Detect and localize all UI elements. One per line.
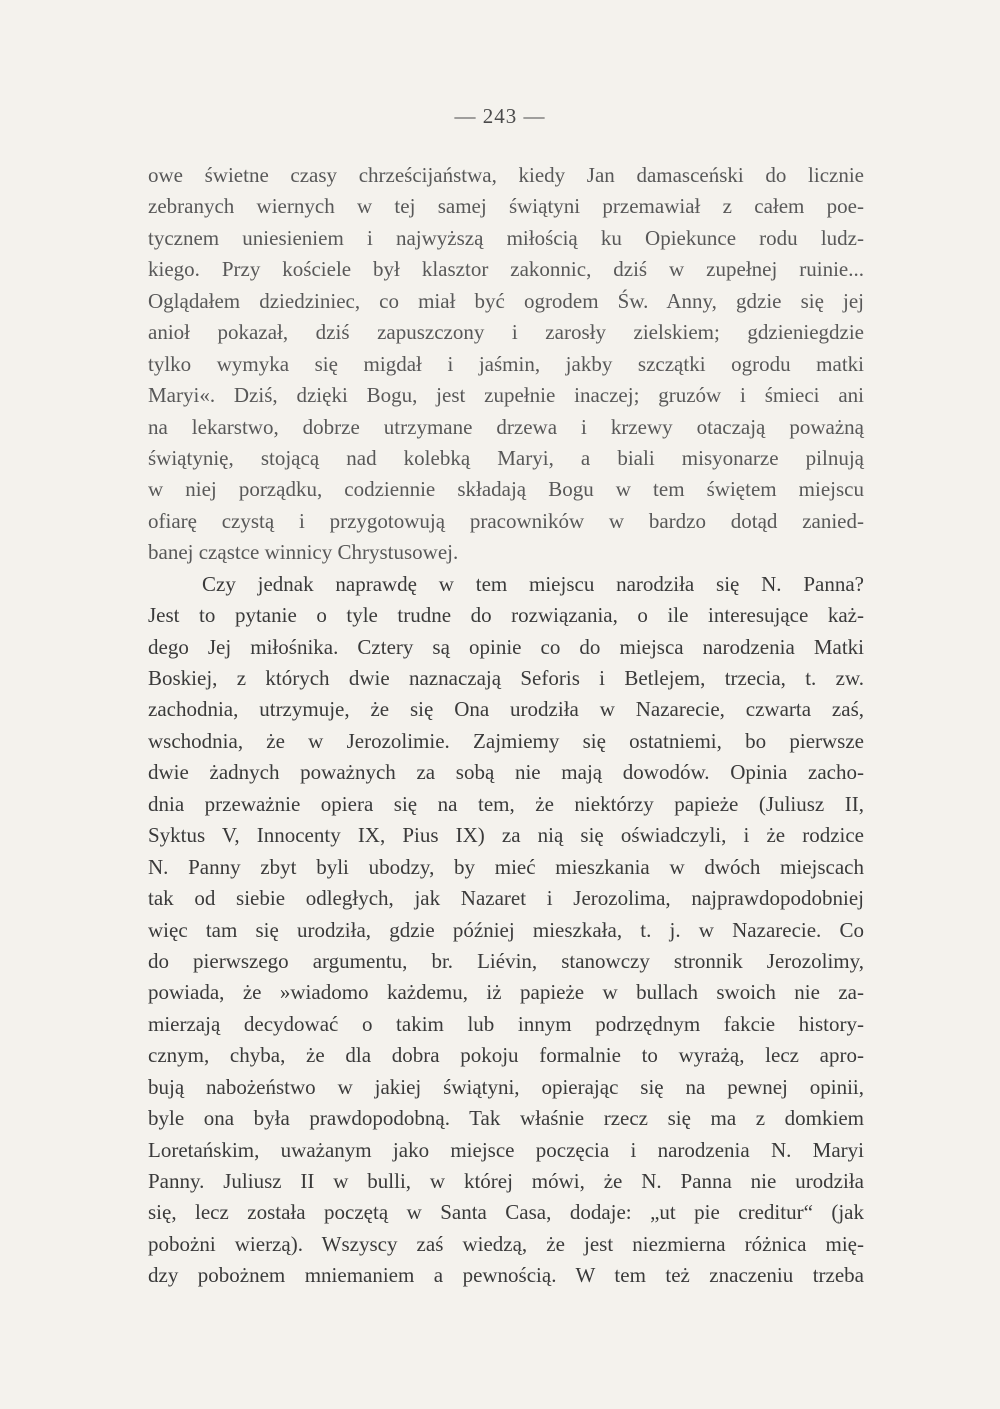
text-line: cznym, chyba, że dla dobra pokoju formalnie to wyrażą, lecz apro- [148,1043,864,1068]
text-line: wschodnia, że w Jerozolimie. Zajmiemy się ostatniemi, bo pierwsze [148,728,864,753]
text-line: do pierwszego argumentu, br. Liévin, stanowczy stronnik Jerozolimy, [148,948,864,973]
text-line: tak od siebie odległych, jak Nazaret i Jerozolima, najprawdopodobniej [148,886,864,911]
text-line: tylko wymyka się migdał i jaśmin, jakby szczątki ogrodu matki [148,351,864,376]
text-line: N. Panny zbyt byli ubodzy, by mieć mieszkania w dwóch miejscach [148,854,864,879]
text-line: Maryi«. Dziś, dzięki Bogu, jest zupełnie inaczej; gruzów i śmieci ani [148,383,864,408]
body-text [148,160,864,1292]
text-line: byle ona była prawdopodobną. Tak właśnie rzecz się ma z domkiem [148,1106,864,1131]
text-line: bują nabożeństwo w jakiej świątyni, opierając się na pewnej opinii, [148,1074,864,1099]
text-line: anioł pokazał, dziś zapuszczony i zarosły zielskiem; gdzieniegdzie [148,320,864,345]
text-line: więc tam się urodziła, gdzie później mieszkała, t. j. w Nazarecie. Co [148,917,864,942]
text-line: Boskiej, z których dwie naznaczają Seforis i Betlejem, trzecia, t. zw. [148,666,864,690]
text-line: dzy pobożnem mniemaniem a pewnością. W tem też znaczeniu trzeba [148,1263,864,1288]
text-line: tycznem uniesieniem i najwyższą miłością ku Opiekunce rodu ludz- [148,225,864,250]
text-line: Oglądałem dziedziniec, co miał być ogrodem Św. Anny, gdzie się jej [148,288,864,313]
text-line: Panny. Juliusz II w bulli, w której mówi, że N. Panna nie urodziła [148,1169,864,1193]
text-line: dnia przeważnie opiera się na tem, że niektórzy papieże (Juliusz II, [148,791,864,816]
paragraph-start-line: Czy jednak naprawdę w tem miejscu narodziła się N. Panna? [202,571,864,596]
text-line: dwie żadnych poważnych za sobą nie mają dowodów. Opinia zacho- [148,760,864,785]
text-line: mierzają decydować o takim lub innym podrzędnym fakcie history- [148,1011,864,1036]
text-line: na lekarstwo, dobrze utrzymane drzewa i krzewy otaczają poważną [148,414,864,439]
text-line: owe świetne czasy chrześcijaństwa, kiedy Jan damasceński do licznie [148,163,864,187]
text-line: świątynię, stojącą nad kolebką Maryi, a biali misyonarze pilnują [148,445,864,470]
text-line: dego Jej miłośnika. Cztery są opinie co do miejsca narodzenia Matki [148,634,864,659]
text-line: zebranych wiernych w tej samej świątyni przemawiał z całem poe- [148,194,864,219]
text-line: w niej porządku, codziennie składają Bogu w tem świętem miejscu [148,477,864,502]
text-line: pobożni wierzą). Wszyscy zaś wiedzą, że jest niezmierna różnica mię- [148,1231,864,1256]
text-line: Loretańskim, uważanym jako miejsce poczęcia i narodzenia N. Maryi [148,1137,864,1162]
page-number: — 243 — [454,104,546,128]
text-line: się, lecz została poczętą w Santa Casa, dodaje: „ut pie creditur“ (jak [148,1200,864,1225]
paragraph-end-line: banej cząstce winnicy Chrystusowej. [148,540,459,565]
text-line: kiego. Przy kościele był klasztor zakonnic, dziś w zupełnej ruinie... [148,257,864,282]
text-line: zachodnia, utrzymuje, że się Ona urodziła w Nazarecie, czwarta zaś, [148,697,864,722]
text-line: powiada, że »wiadomo każdemu, iż papieże w bullach swoich nie za- [148,980,864,1005]
text-line: Syktus V, Innocenty IX, Pius IX) za nią się oświadczyli, i że rodzice [148,823,864,848]
text-line: ofiarę czystą i przygotowują pracowników w bardzo dotąd zanied- [148,508,864,533]
text-line: Jest to pytanie o tyle trudne do rozwiązania, o ile interesujące każ- [148,603,864,628]
